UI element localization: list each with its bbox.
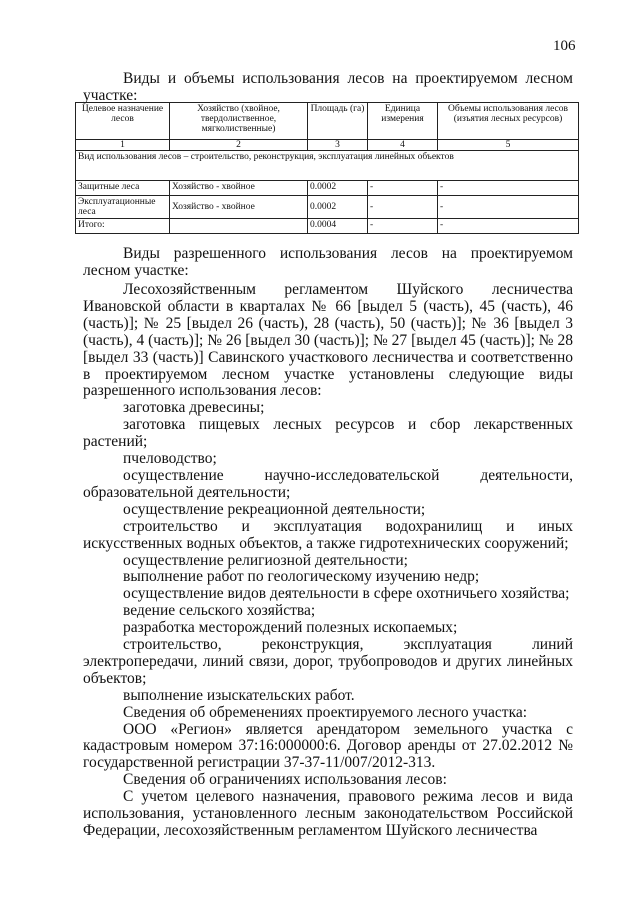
- table-total-row: [76, 219, 579, 234]
- paragraph: ООО «Регион» является арендатором земельного участка с кадастровым номером 37:16:000000:6. Договор аренды от 27.02.2012 № государственной регистрации 37-37-11/007/2012-313.: [83, 720, 573, 772]
- table-header-cell: Объемы использования лесов (изъятия лесных ресурсов): [438, 103, 579, 140]
- list-item: выполнение изыскательских работ.: [123, 686, 355, 704]
- table-cell: -: [368, 219, 438, 234]
- table-index-cell: 5: [438, 140, 579, 151]
- table-index-cell: 2: [170, 140, 308, 151]
- list-item: осуществление научно-исследовательской деятельности, образовательной деятельности;: [83, 466, 573, 501]
- table-cell: -: [368, 181, 438, 196]
- paragraph: Лесохозяйственным регламентом Шуйского лесничества Ивановской области в кварталах № 66 [выдел 5 (часть), 45 (часть), 46 (часть)]; № 25 [выдел 26 (часть), 28 (часть), 50 (часть)]; № 36 [выдел 3 (часть), 4 (часть)]; № 26 [выдел 30 (часть)]; № 27 [выдел 45 (часть)]; № 28 [выдел 33 (часть)] Савинского участкового лесничества и соответственно в проектируемом лесном участке установлены следующие виды разрешенного использования лесов:: [83, 281, 573, 400]
- table-index-cell: 1: [76, 140, 170, 151]
- table-cell: Защитные леса: [76, 181, 170, 196]
- table-cell: -: [368, 196, 438, 219]
- table-cell: 0.0004: [308, 219, 368, 234]
- list-item: осуществление рекреационной деятельности;: [123, 500, 426, 518]
- list-item: осуществление религиозной деятельности;: [123, 551, 408, 569]
- table-index-cell: 4: [368, 140, 438, 151]
- paragraph: С учетом целевого назначения, правового режима лесов и вида использования, установленного лесным законодательством Российской Федерации, лесохозяйственным регламентом Шуйского лесничества: [83, 788, 573, 839]
- paragraph: Сведения об обременениях проектируемого лесного участка:: [123, 703, 528, 721]
- table-cell: -: [438, 196, 579, 219]
- table-usage-type-row: [76, 151, 579, 181]
- list-item: заготовка древесины;: [123, 399, 265, 417]
- list-item: выполнение работ по геологическому изучению недр;: [123, 568, 480, 586]
- table-cell: 0.0002: [308, 181, 368, 196]
- list-item: строительство, реконструкция, эксплуатация линий электропередачи, линий связи, дорог, трубопроводов и других линейных объектов;: [83, 636, 573, 687]
- paragraph: Сведения об ограничениях использования лесов:: [123, 771, 447, 789]
- list-item: разработка месторождений полезных ископаемых;: [123, 619, 458, 637]
- body-text: [83, 282, 573, 840]
- list-item: ведение сельского хозяйства;: [123, 602, 316, 620]
- list-item: осуществление видов деятельности в сфере охотничьего хозяйства;: [123, 585, 570, 603]
- table-header-cell: Единица измерения: [368, 103, 438, 140]
- list-item: пчеловодство;: [123, 450, 217, 468]
- table-cell: -: [438, 181, 579, 196]
- usage-type-cell: Вид использования лесов – строительство, реконструкция, эксплуатация линейных объектов: [76, 151, 579, 181]
- section-title-permitted-use: Виды разрешенного использования лесов на проектируемом лесном участке:: [83, 245, 573, 279]
- table-row: [76, 196, 579, 219]
- table-header-row: [76, 103, 579, 140]
- table-header-cell: Площадь (га): [308, 103, 368, 140]
- table-index-cell: 3: [308, 140, 368, 151]
- section-title-volumes: Виды и объемы использования лесов на проектируемом лесном участке:: [83, 70, 573, 104]
- table-index-row: [76, 140, 579, 151]
- list-item: строительство и эксплуатация водохранилищ и иных искусственных водных объектов, а также гидротехнических сооружений;: [83, 517, 573, 552]
- table-cell: Эксплуатационные леса: [76, 196, 170, 219]
- table-cell: -: [438, 219, 579, 234]
- table-header-cell: Хозяйство (хвойное, твердолиственное, мягколиственные): [170, 103, 308, 140]
- forest-use-table: [75, 102, 579, 234]
- list-item: заготовка пищевых лесных ресурсов и сбор лекарственных растений;: [83, 416, 573, 451]
- table-cell: Хозяйство - хвойное: [170, 196, 308, 219]
- table-row: [76, 181, 579, 196]
- table-header-cell: Целевое назначение лесов: [76, 103, 170, 140]
- table-cell: Хозяйство - хвойное: [170, 181, 308, 196]
- table-cell: Итого:: [76, 219, 170, 234]
- page-number: 106: [553, 38, 576, 54]
- table-cell: 0.0002: [308, 196, 368, 219]
- table-cell: [170, 219, 308, 234]
